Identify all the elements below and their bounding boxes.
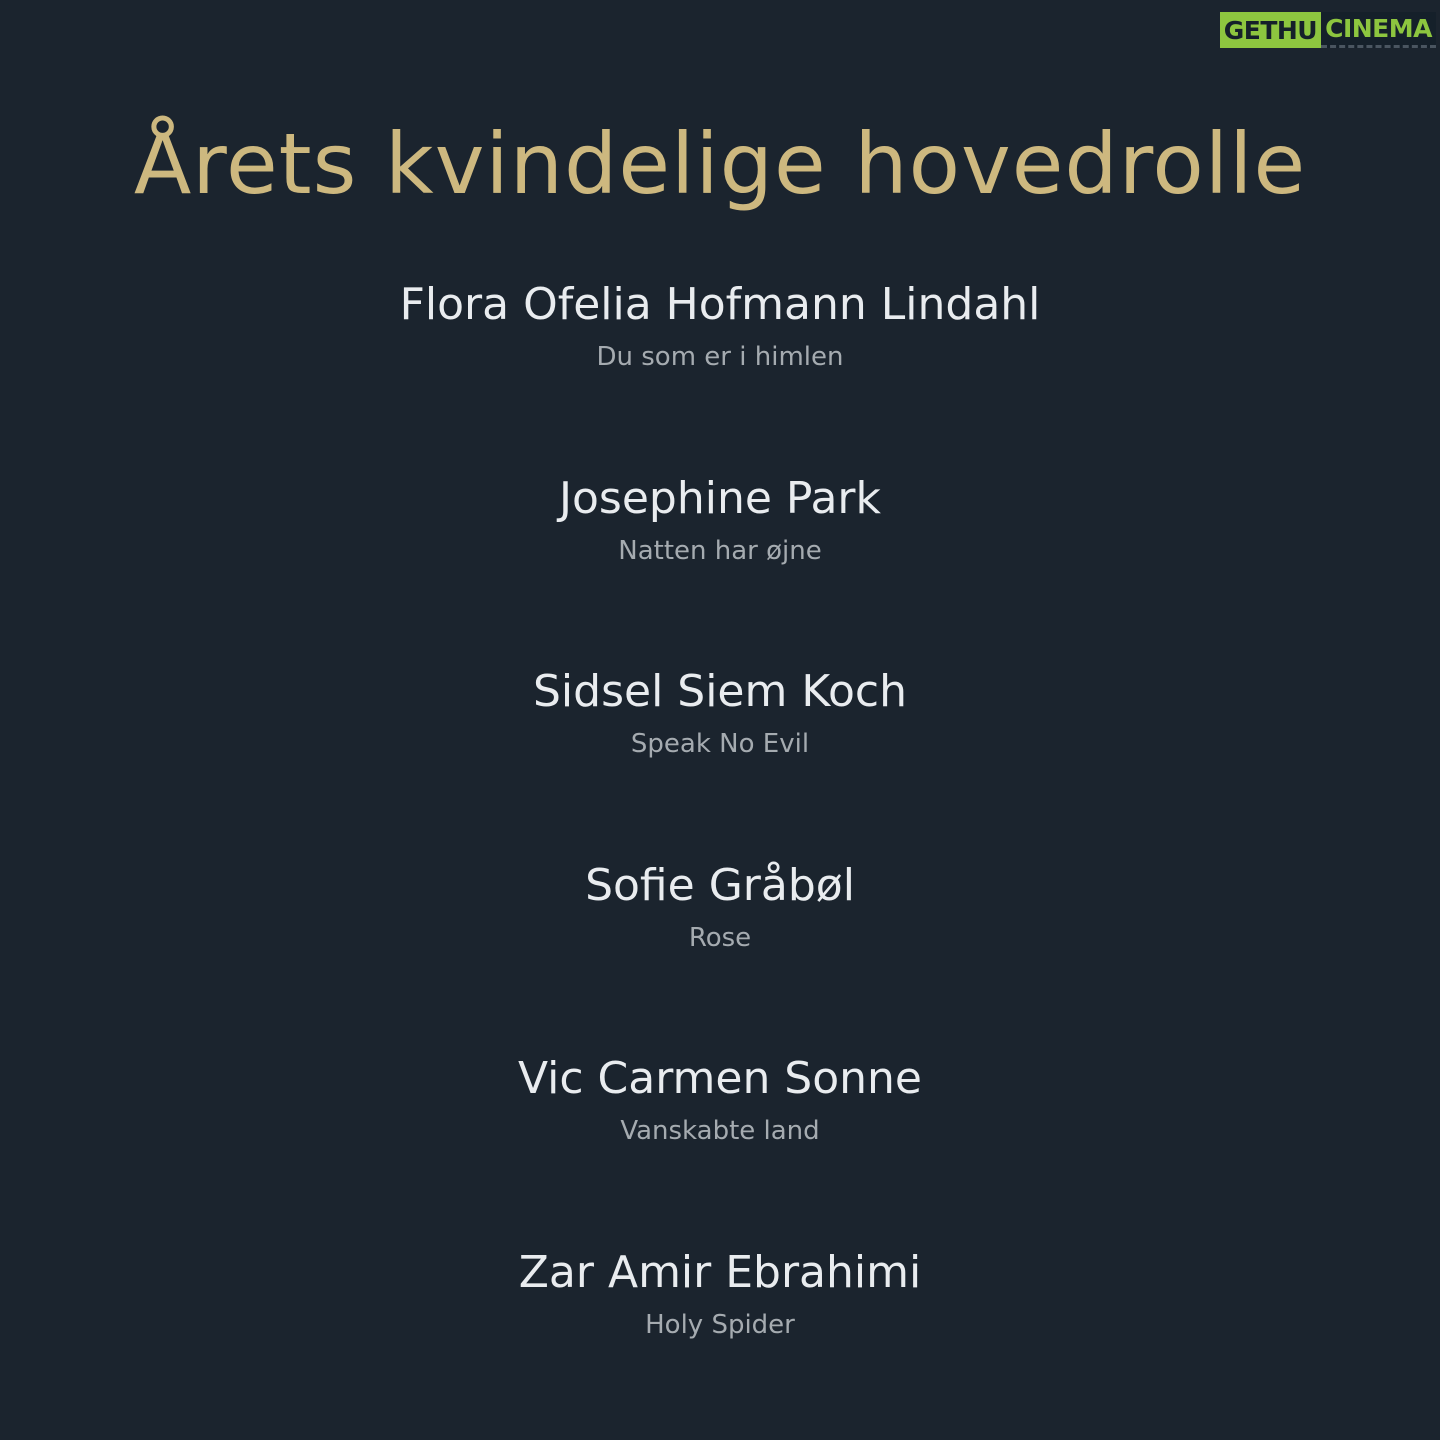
nominee-film: Holy Spider <box>645 1310 795 1340</box>
nominee-item <box>0 858 1440 955</box>
nominee-item <box>0 1051 1440 1148</box>
nominee-film: Natten har øjne <box>618 536 822 566</box>
nominee-name: Flora Ofelia Hofmann Lindahl <box>399 279 1041 330</box>
nominee-name: Sofie Gråbøl <box>585 860 855 911</box>
logo-text-gethu: GETHU <box>1220 12 1321 48</box>
nominee-name: Josephine Park <box>559 473 881 524</box>
nominee-item <box>0 664 1440 761</box>
nominee-name: Vic Carmen Sonne <box>517 1053 923 1104</box>
nominee-film: Vanskabte land <box>620 1116 820 1146</box>
gethucinema-logo <box>1220 12 1436 48</box>
nominee-name: Sidsel Siem Koch <box>532 666 908 717</box>
nominee-film: Du som er i himlen <box>596 342 844 372</box>
page-title: Årets kvindelige hovedrolle <box>133 115 1307 213</box>
nominee-film: Speak No Evil <box>630 729 810 759</box>
nominee-item <box>0 1245 1440 1342</box>
nominee-film: Rose <box>688 923 752 953</box>
logo-text-cinema: CINEMA <box>1321 12 1436 48</box>
nominee-item <box>0 471 1440 568</box>
nominee-item <box>0 277 1440 374</box>
nominee-name: Zar Amir Ebrahimi <box>518 1247 922 1298</box>
